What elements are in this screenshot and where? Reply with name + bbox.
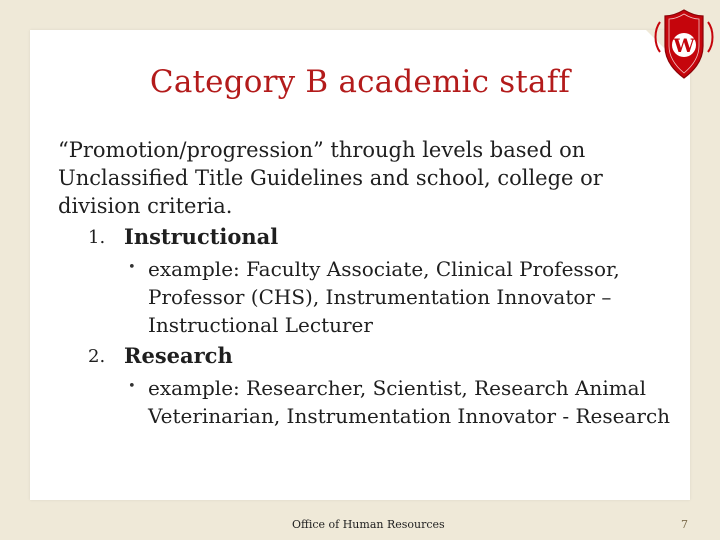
item-number: 2. [88, 346, 106, 367]
list-item [88, 342, 678, 370]
intro-text: “Promotion/progression” through levels based on Unclassified Title Guidelines and school, college or division criteria. [58, 138, 603, 218]
sub-bullet [128, 374, 678, 430]
list-item [88, 223, 678, 251]
sub-bullet-text: example: Faculty Associate, Clinical Professor, Professor (CHS), Instrumentation Innovator – Instructional Lecturer [148, 257, 620, 337]
crest-letter: W [673, 35, 695, 57]
bullet-dot-icon: • [128, 260, 136, 275]
bullet-dot-icon: • [128, 379, 136, 394]
sub-bullet [128, 255, 678, 339]
item-heading: Research [124, 343, 233, 368]
slide-title: Category B academic staff [149, 64, 571, 100]
item-number: 1. [88, 227, 106, 248]
slide-footer: Office of Human Resources [292, 518, 445, 531]
sub-bullet-text: example: Researcher, Scientist, Research Animal Veterinarian, Instrumentation Innovator - Research [148, 376, 671, 428]
item-heading: Instructional [124, 224, 279, 249]
page-number: 7 [681, 518, 688, 531]
slide-body [58, 136, 678, 430]
